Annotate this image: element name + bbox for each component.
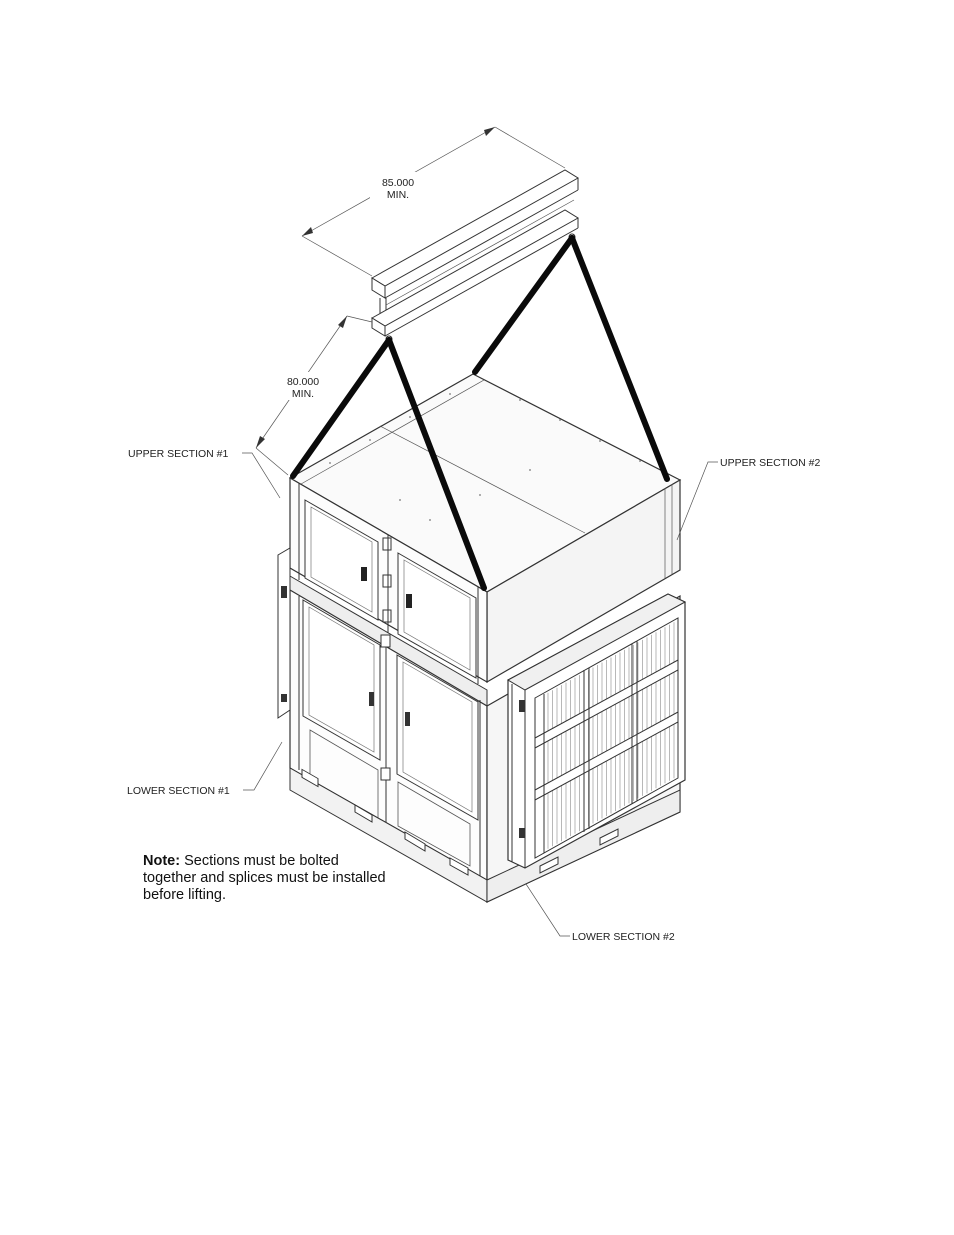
- label-lower-section-1: LOWER SECTION #1: [127, 785, 230, 797]
- label-upper-section-1: UPPER SECTION #1: [128, 448, 229, 460]
- beam-length-value: 85.000: [381, 177, 415, 189]
- lifting-note: [143, 853, 393, 904]
- strap-length-unit: MIN.: [291, 388, 315, 400]
- label-lower-section-2: LOWER SECTION #2: [572, 931, 675, 943]
- note-heading: Note:: [143, 853, 181, 869]
- strap-length-value: 80.000: [286, 376, 320, 388]
- beam-length-unit: MIN.: [386, 189, 410, 201]
- callout-lower-section-1: [127, 742, 282, 797]
- callout-upper-section-2: [677, 457, 821, 540]
- callout-upper-section-1: [128, 448, 280, 498]
- label-upper-section-2: UPPER SECTION #2: [720, 457, 821, 469]
- callout-lower-section-2: [526, 884, 675, 943]
- note-body: Sections must be bolted together and splices must be installed before lifting.: [143, 853, 386, 903]
